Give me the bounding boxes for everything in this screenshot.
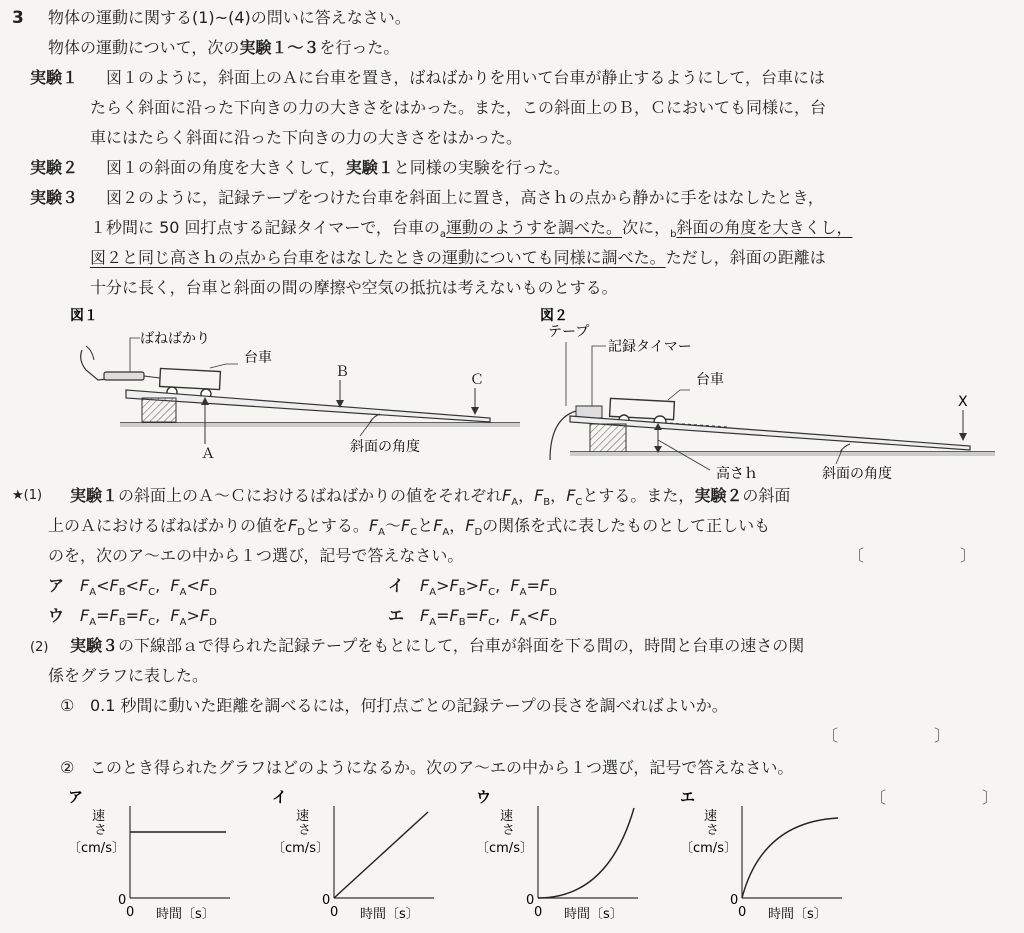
- q2-line1: 実験３の下線部ａで得られた記録テープをもとにして，台車が斜面を下る間の，時間と台車の速さの関: [70, 636, 805, 655]
- slope: [126, 390, 490, 422]
- graph-ylabel: 速: [500, 809, 514, 824]
- figure-1: [60, 306, 530, 466]
- q2-sub1-text: 0.1 秒間に動いた距離を調べるには，何打点ごとの記録テープの長さを調べればよいか。: [90, 696, 728, 715]
- fig2-label-x: X: [958, 394, 968, 410]
- graph-origin: 0: [118, 893, 127, 908]
- graph-choices: [64, 788, 864, 928]
- exp3-line2: １秒間に 50 回打点する記録タイマーで，台車の$_a$運動のようすを調べた。次に，$_b$斜面の角度を大きくし，: [90, 218, 853, 240]
- exp3-label: 実験３: [30, 188, 79, 207]
- exp1-line1: 図１のように，斜面上のＡに台車を置き，ばねばかりを用いて台車が静止するようにして，台車には: [106, 68, 826, 87]
- fig2-tape-label: テープ: [548, 324, 590, 340]
- graph-curve: [538, 808, 634, 898]
- graph-xlabel: 時間〔s〕: [156, 907, 215, 922]
- fig1-label-a: Ａ: [201, 446, 215, 462]
- graph-1: [64, 788, 254, 928]
- graph-label: ウ: [476, 788, 492, 806]
- graph-origin: 0: [738, 905, 747, 920]
- graph-xlabel: 時間〔s〕: [360, 907, 419, 922]
- q2-sub2-text: このとき得られたグラフはどのようになるか。次のア～エの中から１つ選び，記号で答えなさい。: [90, 758, 794, 777]
- graph-label: イ: [272, 788, 288, 806]
- cart: [160, 368, 221, 389]
- q2-sub2-answer-box[interactable]: 〔 〕: [870, 788, 999, 807]
- graph-ylabel: さ: [94, 823, 108, 838]
- q1-line3: のを，次のア～エの中から１つ選び，記号で答えなさい。: [48, 546, 464, 565]
- q2-sub2-num: ②: [60, 758, 75, 777]
- exp3-line1: 図２のように，記録テープをつけた台車を斜面上に置き，高さｈの点から静かに手をはなしたとき，: [106, 188, 824, 207]
- graph-origin: 0: [330, 905, 339, 920]
- q2-num: (2): [30, 640, 49, 655]
- graph-origin: 0: [126, 905, 135, 920]
- exp1-line2: たらく斜面に沿った下向きの力の大きさをはかった。また，この斜面上のＢ，Ｃにおいても同様に，台: [90, 98, 827, 117]
- graph-ylabel: さ: [706, 823, 720, 838]
- fig2-title: 図２: [540, 308, 568, 324]
- graph-origin: 0: [322, 893, 331, 908]
- graph-label: ア: [68, 788, 84, 806]
- graph-3: [472, 788, 662, 928]
- fig1-label-b: Ｂ: [335, 364, 349, 380]
- graph-origin: 0: [534, 905, 543, 920]
- problem-intro: 物体の運動について，次の実験１～３を行った。: [48, 38, 400, 57]
- graph-yunit: 〔cm/s〕: [680, 841, 737, 856]
- q2-sub1-num: ①: [60, 696, 75, 715]
- graph-curve: [742, 818, 838, 898]
- graph-xlabel: 時間〔s〕: [564, 907, 623, 922]
- graph-yunit: 〔cm/s〕: [68, 841, 125, 856]
- underline-a: 運動のようすを調べた。: [446, 218, 623, 237]
- exp2-text: 図１の斜面の角度を大きくして，実験１と同様の実験を行った。: [106, 158, 570, 177]
- fig2-slope: [570, 416, 970, 450]
- q1-line2: 上のＡにおけるばねばかりの値を$F_D$とする。$F_A\sim F_C$と$F_A$，$F_D$の関係を式に表したものとして正しいも: [48, 516, 771, 538]
- graph-curve: [334, 812, 428, 898]
- graph-ylabel: 速: [296, 809, 310, 824]
- graph-4: [676, 788, 866, 928]
- fig1-spring-label: ばねばかり: [140, 331, 210, 347]
- fig1-angle-label: 斜面の角度: [350, 439, 420, 455]
- fig2-cart: [610, 398, 675, 419]
- q1-line1: 実験１の斜面上のＡ～Ｃにおけるばねばかりの値をそれぞれ$F_A$，$F_B$，$F_C$とする。また，実験２の斜面: [70, 486, 791, 508]
- graph-2: [268, 788, 458, 928]
- q1-choice-a: ア $F_A<F_B<F_C$, $F_A<F_D$: [48, 576, 217, 598]
- graph-label: エ: [680, 788, 696, 806]
- graph-ylabel: さ: [298, 823, 312, 838]
- figure-2: [540, 306, 1000, 486]
- exp1-line3: 車にはたらく斜面に沿った下向きの力の大きさをはかった。: [90, 128, 523, 147]
- exp3-line4: 十分に長く，台車と斜面の間の摩擦や空気の抵抗は考えないものとする。: [90, 278, 618, 297]
- graph-yunit: 〔cm/s〕: [272, 841, 329, 856]
- graph-yunit: 〔cm/s〕: [476, 841, 533, 856]
- exp1-label: 実験１: [30, 68, 79, 87]
- q2-line2: 係をグラフに表した。: [48, 666, 209, 685]
- fig2-height-label: 高さｈ: [716, 466, 758, 482]
- q2-sub1-answer-box[interactable]: 〔 〕: [822, 726, 951, 745]
- exp2-label: 実験２: [30, 158, 79, 177]
- graph-ylabel: さ: [502, 823, 516, 838]
- fig1-label-c: Ｃ: [470, 372, 484, 388]
- q1-choice-e: エ $F_A=F_B=F_C$, $F_A<F_D$: [388, 606, 557, 628]
- exp3-line3: 図２と同じ高さｈの点から台車をはなしたときの運動についても同様に調べた。ただし，斜面の距離は: [90, 248, 826, 267]
- fig2-timer-label: 記録タイマー: [608, 339, 692, 355]
- underline-b: 斜面の角度を大きくし，: [676, 218, 853, 237]
- graph-origin: 0: [526, 893, 535, 908]
- problem-title: 物体の運動に関する(1)~(4)の問いに答えなさい。: [48, 8, 411, 27]
- graph-ylabel: 速: [92, 809, 106, 824]
- fig2-cart-label: 台車: [696, 372, 724, 388]
- q1-star: ★(1): [12, 488, 43, 503]
- q1-choice-i: イ $F_A>F_B>F_C$, $F_A=F_D$: [388, 576, 557, 598]
- graph-ylabel: 速: [704, 809, 718, 824]
- fig1-title: 図１: [70, 308, 98, 324]
- spring-scale: [104, 372, 144, 380]
- graph-xlabel: 時間〔s〕: [768, 907, 827, 922]
- problem-number: 3: [12, 8, 24, 28]
- fig2-angle-label: 斜面の角度: [822, 466, 892, 482]
- graph-origin: 0: [730, 893, 739, 908]
- fig1-cart-label: 台車: [244, 350, 272, 366]
- q1-choice-u: ウ $F_A=F_B=F_C$, $F_A>F_D$: [48, 606, 217, 628]
- q1-answer-box[interactable]: 〔 〕: [848, 546, 977, 565]
